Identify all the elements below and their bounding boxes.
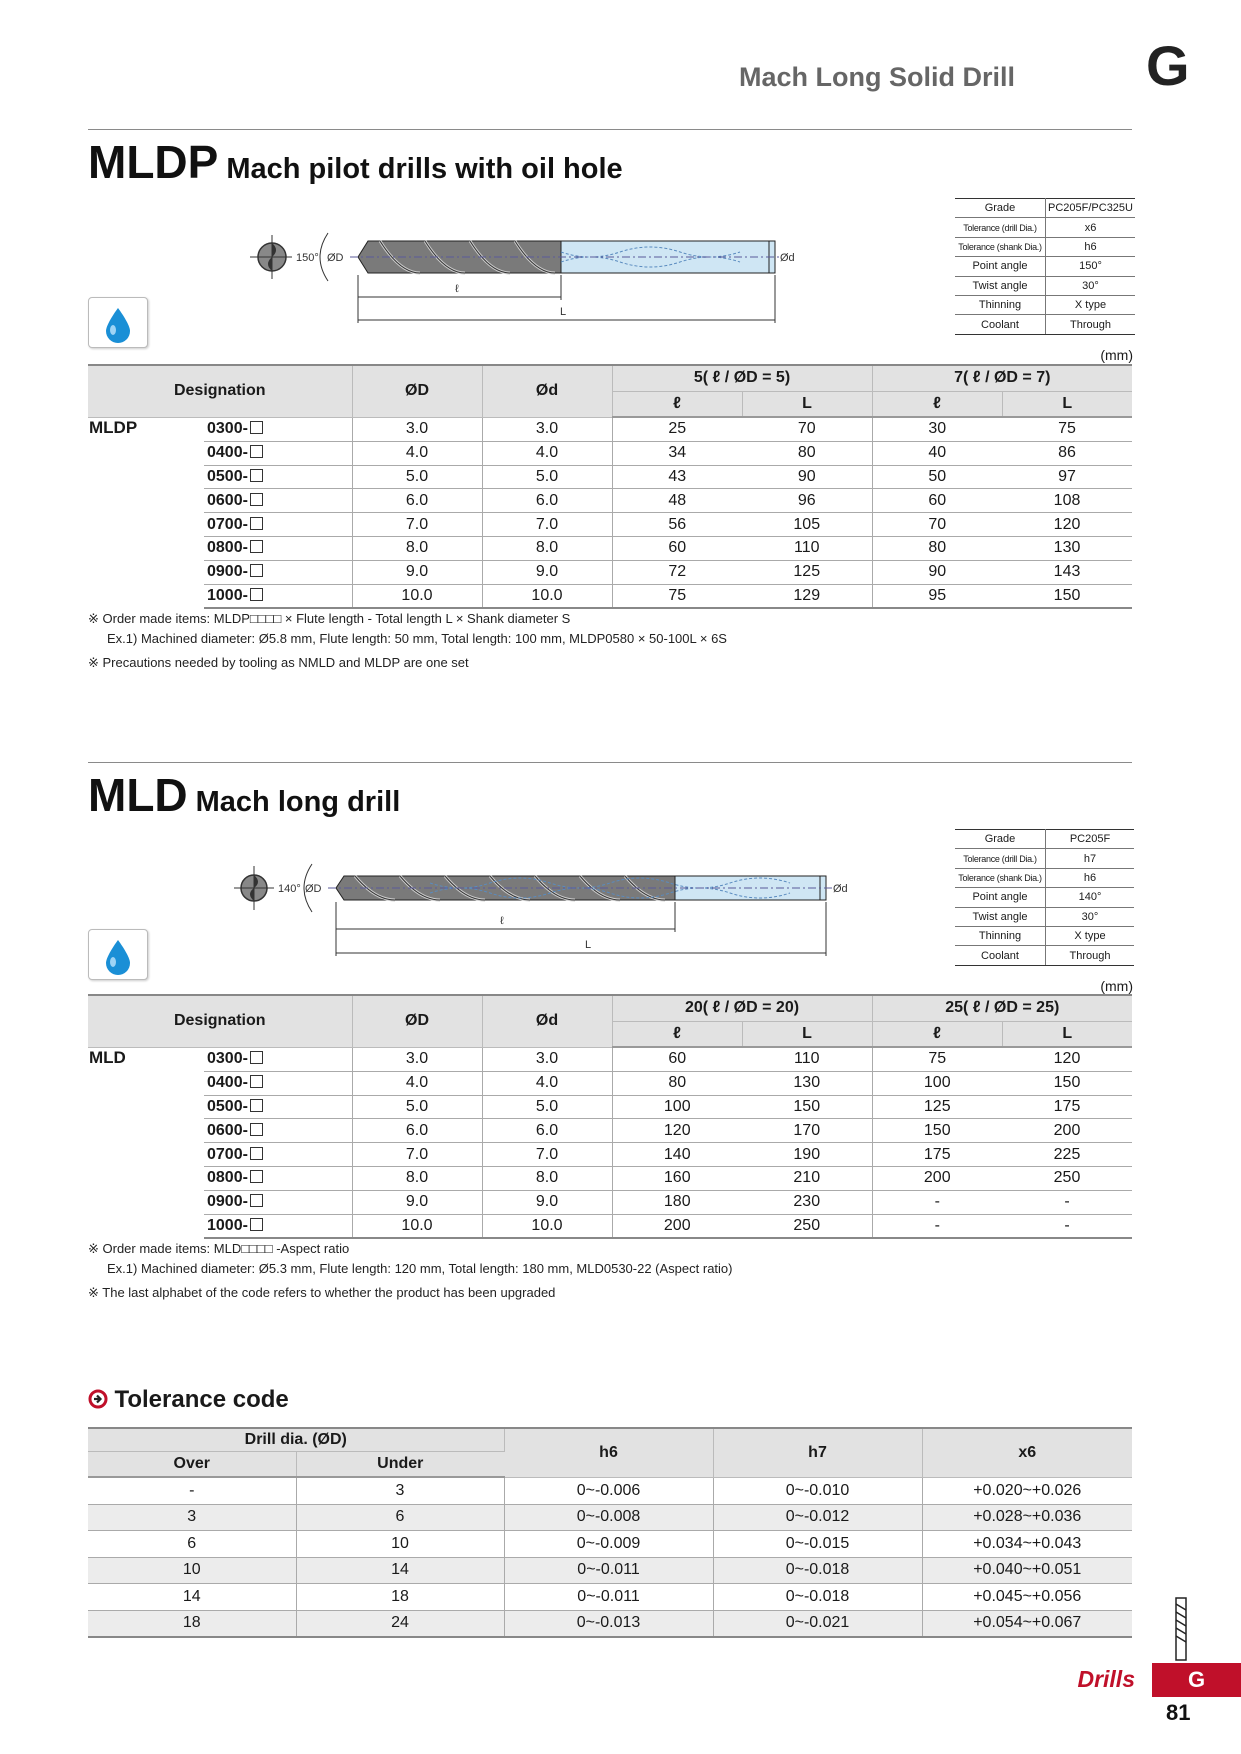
mld-section-title — [88, 768, 400, 822]
checkbox-placeholder-icon — [250, 517, 263, 530]
table-cell: 10 — [88, 1557, 296, 1584]
table-cell: 34 — [612, 441, 742, 465]
table-cell: 30° — [1046, 276, 1136, 295]
table-cell: Twist angle — [955, 276, 1046, 295]
spec-row — [955, 907, 1134, 926]
checkbox-placeholder-icon — [250, 540, 263, 553]
table-cell: 0~-0.009 — [504, 1531, 713, 1558]
table-row — [88, 560, 1132, 584]
mld-l-label: ℓ — [500, 915, 504, 927]
checkbox-placeholder-icon — [250, 564, 263, 577]
table-cell: 40 — [872, 441, 1002, 465]
header-group-7: 7( ℓ / ØD = 7) — [872, 365, 1132, 391]
designation-code: 0400- — [204, 441, 352, 465]
table-cell: 48 — [612, 489, 742, 513]
table-cell: 80 — [612, 1071, 742, 1095]
table-row — [88, 1477, 1132, 1504]
designation-code: 0300- — [204, 417, 352, 441]
table-cell: 86 — [1002, 441, 1132, 465]
drill-tab-icon — [1168, 1596, 1194, 1662]
table-cell: 120 — [1002, 1047, 1132, 1071]
header-l: ℓ — [612, 391, 742, 417]
mld-code: MLD — [88, 769, 188, 821]
table-cell: 97 — [1002, 465, 1132, 489]
table-cell: 150 — [742, 1095, 872, 1119]
table-cell: Tolerance (drill Dia.) — [955, 849, 1046, 868]
mldp-drill-drawing — [250, 200, 795, 325]
mldp-name: Mach pilot drills with oil hole — [226, 153, 623, 185]
checkbox-placeholder-icon — [250, 1099, 263, 1112]
header-group-20: 20( ℓ / ØD = 20) — [612, 995, 872, 1021]
table-cell: 0~-0.018 — [713, 1584, 922, 1611]
spec-row — [955, 926, 1134, 945]
header-l: ℓ — [872, 1021, 1002, 1047]
table-cell: 10.0 — [352, 1214, 482, 1238]
table-cell: 4.0 — [352, 441, 482, 465]
mld-notes — [88, 1239, 733, 1303]
header-l: ℓ — [872, 391, 1002, 417]
mldp-code: MLDP — [88, 136, 219, 188]
header-D: ØD — [352, 365, 482, 417]
mldp-d-label: Ød — [780, 252, 795, 264]
table-cell: 6 — [88, 1531, 296, 1558]
checkbox-placeholder-icon — [250, 588, 263, 601]
table-cell: 140 — [612, 1143, 742, 1167]
table-cell: 130 — [742, 1071, 872, 1095]
mldp-data-table — [88, 364, 1132, 609]
table-cell: 6.0 — [352, 489, 482, 513]
page-number: 81 — [1166, 1700, 1191, 1725]
mldp-angle-label: 150° — [296, 252, 319, 264]
table-cell: 8.0 — [482, 536, 612, 560]
table-cell: 72 — [612, 560, 742, 584]
table-cell: 3.0 — [352, 417, 482, 441]
tolerance-title: Tolerance code — [114, 1386, 289, 1413]
table-cell: 50 — [872, 465, 1002, 489]
checkbox-placeholder-icon — [250, 1075, 263, 1088]
header-D: ØD — [352, 995, 482, 1047]
table-cell: 140° — [1046, 888, 1135, 907]
note-line: Ex.1) Machined diameter: Ø5.8 mm, Flute length: 50 mm, Total length: 100 mm, MLDP0580 × 50-100L × 6S — [107, 631, 727, 646]
table-cell: 60 — [612, 536, 742, 560]
table-cell: h6 — [1046, 868, 1135, 887]
table-row — [88, 1143, 1132, 1167]
table-cell: Tolerance (shank Dia.) — [955, 237, 1046, 256]
table-cell: 120 — [1002, 513, 1132, 537]
header-d: Ød — [482, 365, 612, 417]
table-cell: 96 — [742, 489, 872, 513]
table-cell: 7.0 — [482, 1143, 612, 1167]
table-cell: 4.0 — [482, 441, 612, 465]
table-cell: 120 — [612, 1119, 742, 1143]
mld-angle-label: 140° — [278, 883, 301, 895]
designation-code: 0500- — [204, 465, 352, 489]
checkbox-placeholder-icon — [250, 421, 263, 434]
table-cell: Point angle — [955, 888, 1046, 907]
table-row — [88, 1119, 1132, 1143]
mld-section-rule — [88, 762, 1132, 763]
checkbox-placeholder-icon — [250, 469, 263, 482]
designation-code: 1000- — [204, 584, 352, 608]
table-cell: 70 — [742, 417, 872, 441]
table-cell: 6.0 — [482, 1119, 612, 1143]
coolant-drop-icon — [89, 298, 147, 347]
mld-drill-drawing — [230, 850, 850, 960]
header-designation: Designation — [88, 995, 352, 1047]
table-cell: 7.0 — [482, 513, 612, 537]
drill-end-view-icon — [234, 866, 274, 910]
table-row — [88, 1504, 1132, 1531]
table-cell: 10.0 — [482, 584, 612, 608]
table-cell: 180 — [612, 1190, 742, 1214]
table-cell: 75 — [1002, 417, 1132, 441]
note-line: Ex.1) Machined diameter: Ø5.3 mm, Flute length: 120 mm, Total length: 180 mm, MLD0530-22 (Aspect ratio) — [107, 1261, 733, 1276]
header-x6: x6 — [922, 1428, 1132, 1477]
table-row — [88, 513, 1132, 537]
table-row — [88, 1531, 1132, 1558]
table-cell: +0.034~+0.043 — [922, 1531, 1132, 1558]
note-line: ※ Order made items: MLD□□□□ -Aspect ratio — [88, 1241, 350, 1256]
designation-code: 0600- — [204, 489, 352, 513]
mldp-unit-label: (mm) — [1100, 347, 1133, 363]
table-cell: Twist angle — [955, 907, 1046, 926]
mld-L-label: L — [585, 939, 592, 951]
tolerance-table — [88, 1427, 1132, 1638]
table-cell: 25 — [612, 417, 742, 441]
mldp-D-label: ØD — [327, 252, 344, 264]
table-cell: X type — [1046, 926, 1135, 945]
table-cell: 250 — [742, 1214, 872, 1238]
table-cell: 3.0 — [352, 1047, 482, 1071]
table-cell: Tolerance (shank Dia.) — [955, 868, 1046, 887]
designation-code: 0400- — [204, 1071, 352, 1095]
arrow-circle-icon — [88, 1389, 108, 1409]
table-row — [88, 441, 1132, 465]
table-cell: 125 — [872, 1095, 1002, 1119]
tolerance-heading — [88, 1386, 289, 1414]
table-cell: 10 — [296, 1531, 504, 1558]
table-cell: +0.040~+0.051 — [922, 1557, 1132, 1584]
header-group-25: 25( ℓ / ØD = 25) — [872, 995, 1132, 1021]
table-cell: 200 — [1002, 1119, 1132, 1143]
table-cell: 143 — [1002, 560, 1132, 584]
designation-code: 0700- — [204, 513, 352, 537]
note-line: ※ Order made items: MLDP□□□□ × Flute length - Total length L × Shank diameter S — [88, 611, 571, 626]
table-cell: 6.0 — [352, 1119, 482, 1143]
table-cell: 130 — [1002, 536, 1132, 560]
mld-spec-table — [955, 829, 1134, 966]
table-row — [88, 465, 1132, 489]
table-cell: 8.0 — [482, 1166, 612, 1190]
checkbox-placeholder-icon — [250, 1051, 263, 1064]
table-row — [88, 1214, 1132, 1238]
spec-row — [955, 257, 1135, 276]
designation-code: 0300- — [204, 1047, 352, 1071]
table-cell: Grade — [955, 199, 1046, 218]
table-cell: - — [1002, 1214, 1132, 1238]
table-cell: Through — [1046, 315, 1136, 334]
mld-name: Mach long drill — [195, 786, 401, 818]
table-cell: 150 — [1002, 1071, 1132, 1095]
table-row — [88, 536, 1132, 560]
family-code: MLDP — [89, 417, 138, 437]
table-cell: 0~-0.011 — [504, 1557, 713, 1584]
table-cell: 190 — [742, 1143, 872, 1167]
table-cell: 6 — [296, 1504, 504, 1531]
spec-row — [955, 276, 1135, 295]
table-cell: 0~-0.018 — [713, 1557, 922, 1584]
mldp-coolant-badge — [88, 297, 148, 348]
table-cell: 150 — [872, 1119, 1002, 1143]
table-cell: 0~-0.011 — [504, 1584, 713, 1611]
table-cell: Tolerance (drill Dia.) — [955, 218, 1046, 237]
page-header-title: Mach Long Solid Drill — [739, 62, 1015, 92]
mldp-l-label: ℓ — [455, 283, 459, 295]
table-cell: 200 — [612, 1214, 742, 1238]
mld-unit-label: (mm) — [1100, 978, 1133, 994]
table-row — [88, 417, 1132, 441]
spec-row — [955, 295, 1135, 314]
coolant-drop-icon — [89, 930, 147, 979]
header-L: L — [742, 391, 872, 417]
mld-data-table — [88, 994, 1132, 1239]
family-code: MLD — [89, 1047, 126, 1067]
table-cell: 75 — [872, 1047, 1002, 1071]
mld-d-label: Ød — [833, 883, 848, 895]
table-cell: 0~-0.010 — [713, 1477, 922, 1504]
table-cell: 9.0 — [352, 1190, 482, 1214]
spec-row — [955, 199, 1135, 218]
section-letter: G — [1146, 34, 1190, 97]
table-cell: 108 — [1002, 489, 1132, 513]
table-cell: 8.0 — [352, 1166, 482, 1190]
table-cell: 5.0 — [482, 465, 612, 489]
mld-coolant-badge — [88, 929, 148, 980]
table-cell: x6 — [1046, 218, 1136, 237]
header-h7: h7 — [713, 1428, 922, 1477]
header-rule — [88, 129, 1132, 130]
table-cell: 0~-0.012 — [713, 1504, 922, 1531]
table-cell: 0~-0.013 — [504, 1610, 713, 1637]
table-cell: 18 — [296, 1584, 504, 1611]
checkbox-placeholder-icon — [250, 1147, 263, 1160]
header-L: L — [1002, 1021, 1132, 1047]
table-cell: 10.0 — [352, 584, 482, 608]
table-cell: 4.0 — [482, 1071, 612, 1095]
mldp-spec-table — [955, 198, 1135, 335]
table-cell: 80 — [872, 536, 1002, 560]
table-row — [88, 1190, 1132, 1214]
designation-code: 0800- — [204, 1166, 352, 1190]
table-cell: Through — [1046, 946, 1135, 965]
table-row — [88, 1166, 1132, 1190]
table-cell: 18 — [88, 1610, 296, 1637]
table-cell: 125 — [742, 560, 872, 584]
table-cell: - — [88, 1477, 296, 1504]
table-cell: 9.0 — [482, 560, 612, 584]
table-cell: 5.0 — [482, 1095, 612, 1119]
checkbox-placeholder-icon — [250, 1218, 263, 1231]
table-cell: Thinning — [955, 295, 1046, 314]
table-cell: 110 — [742, 1047, 872, 1071]
table-cell: 175 — [1002, 1095, 1132, 1119]
table-cell: 5.0 — [352, 1095, 482, 1119]
header-designation: Designation — [88, 365, 352, 417]
checkbox-placeholder-icon — [250, 1123, 263, 1136]
table-row — [88, 1047, 1132, 1071]
table-cell: PC205F — [1046, 830, 1135, 849]
table-cell: - — [872, 1190, 1002, 1214]
table-cell: 90 — [872, 560, 1002, 584]
table-cell: 75 — [612, 584, 742, 608]
mldp-section-title — [88, 135, 623, 189]
designation-code: 0900- — [204, 1190, 352, 1214]
table-cell: +0.028~+0.036 — [922, 1504, 1132, 1531]
table-cell: 56 — [612, 513, 742, 537]
table-cell: 0~-0.008 — [504, 1504, 713, 1531]
table-cell: 250 — [1002, 1166, 1132, 1190]
table-cell: 14 — [296, 1557, 504, 1584]
table-cell: 225 — [1002, 1143, 1132, 1167]
drill-end-view-icon — [250, 235, 292, 279]
mld-D-label: ØD — [305, 883, 322, 895]
table-cell: 70 — [872, 513, 1002, 537]
table-cell: 160 — [612, 1166, 742, 1190]
table-cell: 0~-0.021 — [713, 1610, 922, 1637]
table-cell: 105 — [742, 513, 872, 537]
designation-code: 0700- — [204, 1143, 352, 1167]
header-h6: h6 — [504, 1428, 713, 1477]
table-cell: 60 — [612, 1047, 742, 1071]
table-cell: 129 — [742, 584, 872, 608]
table-cell: +0.045~+0.056 — [922, 1584, 1132, 1611]
table-row — [88, 489, 1132, 513]
table-cell: 6.0 — [482, 489, 612, 513]
mldp-notes — [88, 609, 727, 673]
table-cell: 110 — [742, 536, 872, 560]
table-cell: 175 — [872, 1143, 1002, 1167]
header-drill-dia: Drill dia. (ØD) — [88, 1428, 504, 1451]
table-cell: 0~-0.015 — [713, 1531, 922, 1558]
table-cell: 150° — [1046, 257, 1136, 276]
spec-row — [955, 946, 1134, 965]
header-d: Ød — [482, 995, 612, 1047]
table-cell: Thinning — [955, 926, 1046, 945]
table-cell: 24 — [296, 1610, 504, 1637]
table-row — [88, 584, 1132, 608]
note-line: ※ The last alphabet of the code refers to whether the product has been upgraded — [88, 1285, 556, 1300]
mldp-L-label: L — [560, 306, 567, 318]
header-L: L — [742, 1021, 872, 1047]
designation-code: 0900- — [204, 560, 352, 584]
checkbox-placeholder-icon — [250, 1194, 263, 1207]
table-cell: 150 — [1002, 584, 1132, 608]
spec-row — [955, 888, 1134, 907]
checkbox-placeholder-icon — [250, 445, 263, 458]
table-cell: 14 — [88, 1584, 296, 1611]
table-cell: 230 — [742, 1190, 872, 1214]
header-group-5: 5( ℓ / ØD = 5) — [612, 365, 872, 391]
table-row — [88, 1557, 1132, 1584]
table-cell: 90 — [742, 465, 872, 489]
table-cell: 5.0 — [352, 465, 482, 489]
table-cell: 95 — [872, 584, 1002, 608]
table-cell: 7.0 — [352, 513, 482, 537]
header-over: Over — [88, 1451, 296, 1477]
spec-row — [955, 218, 1135, 237]
table-cell: +0.020~+0.026 — [922, 1477, 1132, 1504]
table-row — [88, 1610, 1132, 1637]
spec-row — [955, 868, 1134, 887]
note-line: ※ Precautions needed by tooling as NMLD and MLDP are one set — [88, 655, 469, 670]
checkbox-placeholder-icon — [250, 1170, 263, 1183]
table-cell: 100 — [872, 1071, 1002, 1095]
table-cell: 3.0 — [482, 417, 612, 441]
table-cell: h6 — [1046, 237, 1136, 256]
table-row — [88, 1584, 1132, 1611]
table-cell: 9.0 — [352, 560, 482, 584]
designation-code: 1000- — [204, 1214, 352, 1238]
table-cell: 7.0 — [352, 1143, 482, 1167]
table-cell: 200 — [872, 1166, 1002, 1190]
table-cell: 3 — [88, 1504, 296, 1531]
spec-row — [955, 315, 1135, 334]
header-under: Under — [296, 1451, 504, 1477]
table-cell: - — [1002, 1190, 1132, 1214]
spec-row — [955, 830, 1134, 849]
table-cell: X type — [1046, 295, 1136, 314]
header-l: ℓ — [612, 1021, 742, 1047]
spec-row — [955, 237, 1135, 256]
table-cell: Grade — [955, 830, 1046, 849]
table-cell: 60 — [872, 489, 1002, 513]
designation-code: 0800- — [204, 536, 352, 560]
table-cell: 3.0 — [482, 1047, 612, 1071]
table-cell: 170 — [742, 1119, 872, 1143]
table-cell: 30° — [1046, 907, 1135, 926]
table-cell: Point angle — [955, 257, 1046, 276]
category-label: Drills — [1077, 1666, 1135, 1692]
table-cell: +0.054~+0.067 — [922, 1610, 1132, 1637]
table-cell: 9.0 — [482, 1190, 612, 1214]
spec-row — [955, 849, 1134, 868]
table-cell: 8.0 — [352, 536, 482, 560]
table-cell: Coolant — [955, 946, 1046, 965]
designation-code: 0600- — [204, 1119, 352, 1143]
section-tab-letter: G — [1187, 1667, 1206, 1692]
table-cell: 43 — [612, 465, 742, 489]
header-L: L — [1002, 391, 1132, 417]
designation-code: 0500- — [204, 1095, 352, 1119]
table-cell: - — [872, 1214, 1002, 1238]
table-cell: 4.0 — [352, 1071, 482, 1095]
table-row — [88, 1095, 1132, 1119]
checkbox-placeholder-icon — [250, 493, 263, 506]
table-cell: PC205F/PC325U — [1046, 199, 1136, 218]
table-cell: 0~-0.006 — [504, 1477, 713, 1504]
table-cell: 3 — [296, 1477, 504, 1504]
table-cell: Coolant — [955, 315, 1046, 334]
table-cell: 100 — [612, 1095, 742, 1119]
table-cell: 210 — [742, 1166, 872, 1190]
table-cell: h7 — [1046, 849, 1135, 868]
table-cell: 80 — [742, 441, 872, 465]
table-row — [88, 1071, 1132, 1095]
table-cell: 10.0 — [482, 1214, 612, 1238]
table-cell: 30 — [872, 417, 1002, 441]
